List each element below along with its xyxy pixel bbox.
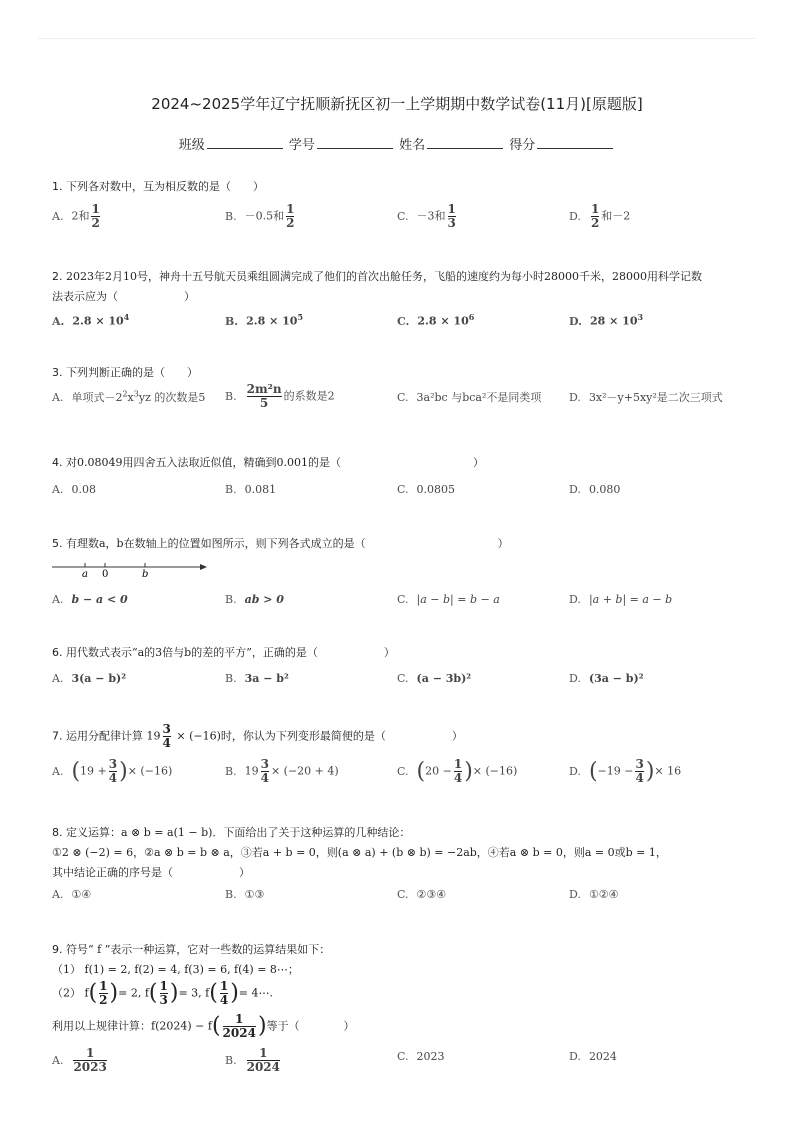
question-stem-line1: 定义运算：a ⊗ b = a(1 − b)．下面给出了关于这种运算的几种结论：: [66, 826, 411, 839]
label-b: b: [142, 569, 149, 579]
question-stem: 下列判断正确的是（ ）: [66, 366, 198, 379]
class-blank[interactable]: [207, 136, 283, 149]
question-stem: 对0.08049用四舍五入法取近似值，精确到0.001的是（ ）: [66, 456, 484, 469]
question-stem-line3: 其中结论正确的序号是（ ）: [52, 866, 250, 879]
option-d[interactable]: D. 2024: [569, 1050, 617, 1063]
question-7: 7. 运用分配律计算 19 $\frac{3}{4}$ × (−16)时，你认为下列变形最简便的是（ ）: [52, 722, 463, 750]
question-number: 4.: [52, 456, 63, 469]
question-stem: 下列各对数中，互为相反数的是（ ）: [66, 180, 264, 193]
option-a[interactable]: A. 单项式$-2^2x^3yz$ 的次数是5: [52, 389, 206, 404]
option-a[interactable]: A. b − a < 0: [52, 593, 128, 606]
question-number: 6.: [52, 646, 63, 659]
question-stem: 有理数a，b在数轴上的位置如图所示，则下列各式成立的是（ ）: [66, 537, 509, 550]
question-4: [52, 453, 752, 473]
question-9-rule-1: （1） f(1) = 2, f(2) = 4, f(3) = 6, f(4) = 8⋯；: [52, 963, 299, 976]
question-stem-line2: 法表示应为（ ）: [52, 290, 195, 303]
option-a[interactable]: A. $\frac{1}{2023}$: [52, 1046, 107, 1074]
question-1: [52, 177, 752, 197]
student-info-row: [0, 134, 794, 153]
option-d[interactable]: D. 3x²－y+5xy²是二次三项式: [569, 391, 723, 404]
option-d[interactable]: D. (−19 − $\frac{3}{4}$ )× 16: [569, 757, 682, 785]
question-5: [52, 534, 752, 554]
question-stem-line1: 符号“ f ”表示一种运算，它对一些数的运算结果如下：: [66, 943, 331, 956]
option-b[interactable]: B. $\frac{1}{2024}$: [225, 1046, 280, 1074]
option-b[interactable]: B. ①③: [225, 888, 265, 901]
question-stem-line2: ①2 ⊗ (−2) = 6，②a ⊗ b = b ⊗ a，③若a + b = 0，则(a ⊗ a) + (b ⊗ b) = −2ab，④若a ⊗ b = 0，则a = 0或b = 1，: [52, 846, 667, 859]
arrow-right-icon: [200, 564, 207, 570]
option-c[interactable]: C. (a − 3b)²: [397, 672, 472, 685]
question-2: [52, 267, 752, 307]
option-d[interactable]: D. $28 \times 10^3$: [569, 312, 644, 328]
option-c[interactable]: C. ②③④: [397, 888, 447, 901]
option-c[interactable]: C. 0.0805: [397, 483, 456, 496]
option-c[interactable]: C. (20 − $\frac{1}{4}$ )× (−16): [397, 757, 518, 785]
question-9-rule-2: （2） f( $\frac{1}{2}$ )= 2, f( $\frac{1}{3}$ )= 3, f( $\frac{1}{4}$ )= 4⋯.: [52, 979, 273, 1007]
option-a[interactable]: A. 2和 $\frac{1}{2}$: [52, 202, 100, 230]
option-c[interactable]: C. |a − b| = b − a: [397, 593, 500, 606]
question-number: 1.: [52, 180, 63, 193]
score-label: 得分: [509, 138, 536, 153]
option-b[interactable]: B. 0.081: [225, 483, 277, 496]
option-c[interactable]: C. 3a²bc 与bca²不是同类项: [397, 391, 542, 404]
question-stem-line1: 2023年2月10号，神舟十五号航天员乘组圆满完成了他们的首次出舱任务，飞船的速度约为每小时28000千米，28000用科学记数: [66, 270, 702, 283]
option-c[interactable]: C. －3和 $\frac{1}{3}$: [397, 202, 456, 230]
option-b[interactable]: B. $2.8 \times 10^5$: [225, 312, 304, 328]
question-number: 8.: [52, 826, 63, 839]
question-number: 9.: [52, 943, 63, 956]
question-number: 5.: [52, 537, 63, 550]
question-6: [52, 643, 752, 663]
page-title: 2024~2025学年辽宁抚顺新抚区初一上学期期中数学试卷(11月)[原题版]: [151, 95, 643, 113]
class-label: 班级: [178, 138, 205, 153]
question-number: 2.: [52, 270, 63, 283]
question-number: 7.: [52, 729, 63, 743]
option-a[interactable]: A. 0.08: [52, 483, 96, 496]
question-stem: 用代数式表示“a的3倍与b的差的平方”，正确的是（ ）: [66, 646, 395, 659]
option-a[interactable]: A. ①④: [52, 888, 92, 901]
top-divider: [38, 38, 756, 39]
score-blank[interactable]: [537, 136, 613, 149]
id-blank[interactable]: [317, 136, 393, 149]
option-d[interactable]: D. ①②④: [569, 888, 619, 901]
option-a[interactable]: A. 3(a − b)²: [52, 672, 127, 685]
option-a[interactable]: A. $2.8 \times 10^4$: [52, 312, 130, 328]
option-b[interactable]: B. 19 $\frac{3}{4}$ × (−20 + 4): [225, 757, 339, 785]
question-number: 3.: [52, 366, 63, 379]
option-b[interactable]: B. －0.5和 $\frac{1}{2}$: [225, 202, 295, 230]
id-label: 学号: [288, 138, 315, 153]
name-blank[interactable]: [427, 136, 503, 149]
option-a[interactable]: A. (19 + $\frac{3}{4}$ )× (−16): [52, 757, 173, 785]
option-b[interactable]: B. 3a − b²: [225, 672, 289, 685]
option-c[interactable]: C. $2.8 \times 10^6$: [397, 312, 475, 328]
number-line-figure: [52, 555, 212, 579]
option-d[interactable]: D. $\frac{1}{2}$ 和－2: [569, 202, 631, 230]
option-d[interactable]: D. |a + b| = a − b: [569, 593, 673, 606]
option-d[interactable]: D. 0.080: [569, 483, 621, 496]
question-3: [52, 363, 752, 383]
option-b[interactable]: B. $\frac{\text{2m²n}}{5}$ 的系数是2: [225, 382, 335, 410]
option-d[interactable]: D. (3a − b)²: [569, 672, 644, 685]
question-9-task: 利用以上规律计算：f(2024) − f( $\frac{1}{2024}$ )等于（ ）: [52, 1012, 355, 1040]
question-9: [52, 940, 752, 960]
option-b[interactable]: B. ab > 0: [225, 593, 284, 606]
label-a: a: [82, 569, 88, 579]
label-0: 0: [102, 569, 109, 579]
option-c[interactable]: C. 2023: [397, 1050, 445, 1063]
name-label: 姓名: [399, 138, 426, 153]
question-8: [52, 823, 752, 883]
